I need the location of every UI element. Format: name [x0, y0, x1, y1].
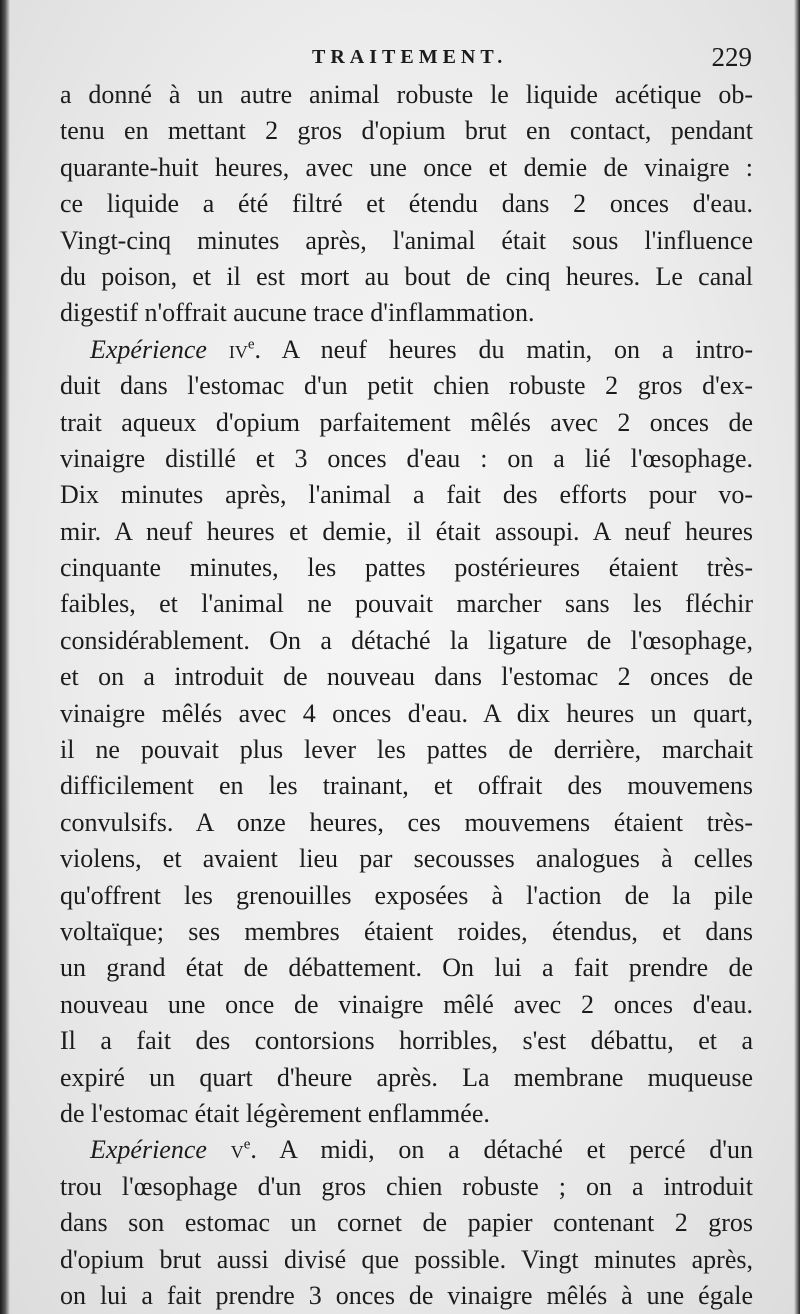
text-line: vinaigre mêlés avec 4 onces d'eau. A dix heures un quart,	[60, 698, 753, 728]
text-line: voltaïque; ses membres étaient roides, étendus, et dans	[60, 916, 753, 946]
experience-number: iv	[228, 334, 248, 364]
text-line: a donné à un autre animal robuste le liquide acétique ob-	[60, 80, 753, 109]
page-number: 229	[711, 42, 752, 72]
experience-text: . A midi, on a détaché et percé d'un	[250, 1135, 753, 1165]
page-shadow-right	[794, 0, 800, 1314]
text-line: dans son estomac un cornet de papier contenant 2 gros	[60, 1208, 753, 1238]
text-line: du poison, et il est mort au bout de cinq heures. Le canal	[60, 261, 753, 291]
text-line: de l'estomac était légèrement enflammée.	[60, 1098, 490, 1128]
text-line: trait aqueux d'opium parfaitement mêlés avec 2 onces de	[60, 407, 753, 437]
experience-heading-5	[60, 1132, 753, 1168]
text-line: d'opium brut aussi divisé que possible. Vingt minutes après,	[60, 1244, 753, 1274]
text-line: vinaigre distillé et 3 onces d'eau : on a lié l'œsophage.	[60, 443, 753, 473]
page-shadow-left	[0, 0, 10, 1314]
experience-number: v	[230, 1135, 244, 1165]
text-line: tenu en mettant 2 gros d'opium brut en contact, pendant	[60, 116, 753, 146]
text-line: trou l'œsophage d'un gros chien robuste ; on a introduit	[60, 1171, 753, 1201]
experience-heading-4	[60, 332, 753, 368]
text-line: qu'offrent les grenouilles exposées à l'action de la pile	[60, 880, 753, 910]
body-text	[60, 77, 753, 1314]
text-line: violens, et avaient lieu par secousses analogues à celles	[60, 844, 753, 874]
text-line: un grand état de débattement. On lui a fait prendre de	[60, 953, 753, 983]
running-title: TRAITEMENT.	[312, 46, 508, 68]
text-line: ce liquide a été filtré et étendu dans 2 onces d'eau.	[60, 189, 753, 219]
text-line: expiré un quart d'heure après. La membrane muqueuse	[60, 1062, 753, 1092]
experience-suffix: e	[243, 1136, 251, 1153]
text-line: Il a fait des contorsions horribles, s'est débattu, et a	[60, 1026, 753, 1056]
text-line: mir. A neuf heures et demie, il était assoupi. A neuf heures	[60, 516, 753, 546]
text-line: quarante-huit heures, avec une once et demie de vinaigre :	[60, 152, 753, 182]
experience-label: Expérience	[90, 1135, 207, 1165]
experience-suffix: e	[247, 336, 255, 353]
text-line: Dix minutes après, l'animal a fait des efforts pour vo-	[60, 480, 753, 510]
experience-label: Expérience	[90, 334, 207, 364]
text-line: Vingt-cinq minutes après, l'animal était sous l'influence	[60, 225, 753, 255]
experience-text: . A neuf heures du matin, on a intro-	[254, 334, 753, 364]
text-line: on lui a fait prendre 3 onces de vinaigre mêlés à une égale	[60, 1280, 753, 1310]
text-line: considérablement. On a détaché la ligature de l'œsophage,	[60, 625, 753, 655]
text-line: et on a introduit de nouveau dans l'estomac 2 onces de	[60, 662, 753, 692]
text-line: difficilement en les trainant, et offrait des mouvemens	[60, 771, 753, 801]
text-line: convulsifs. A onze heures, ces mouvemens étaient très-	[60, 807, 753, 837]
text-line: faibles, et l'animal ne pouvait marcher sans les fléchir	[60, 589, 753, 619]
text-line: il ne pouvait plus lever les pattes de derrière, marchait	[60, 735, 753, 765]
text-line: duit dans l'estomac d'un petit chien robuste 2 gros d'ex-	[60, 371, 753, 401]
text-line: cinquante minutes, les pattes postérieures étaient très-	[60, 553, 753, 583]
text-line: nouveau une once de vinaigre mêlé avec 2 onces d'eau.	[60, 989, 753, 1019]
running-head	[60, 42, 752, 74]
text-line: digestif n'offrait aucune trace d'inflammation.	[60, 298, 535, 328]
